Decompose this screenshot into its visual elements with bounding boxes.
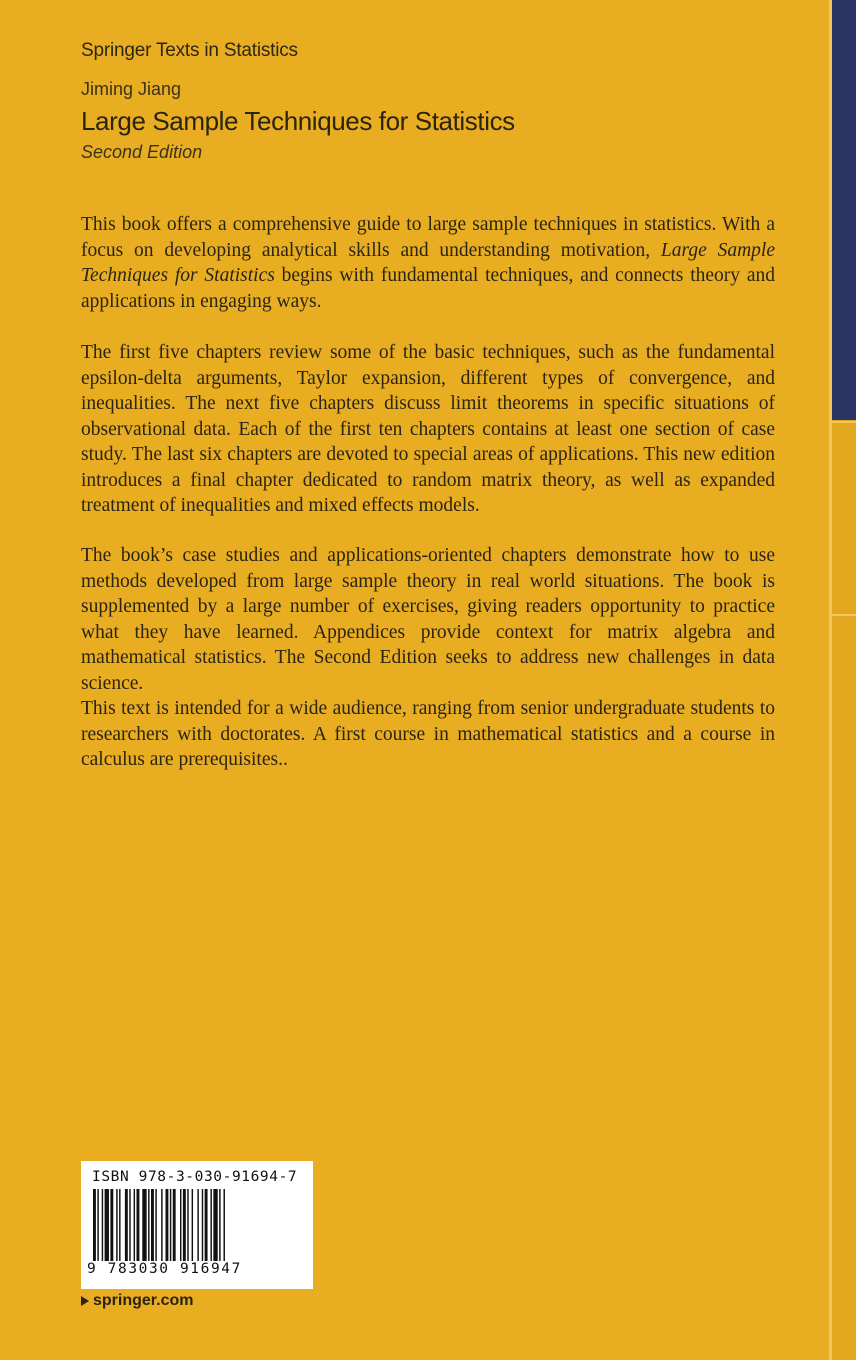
barcode-digits: 9 783030 916947 <box>87 1261 242 1277</box>
spine-divider <box>832 421 856 423</box>
isbn-barcode <box>81 1161 313 1289</box>
author-name: Jiming Jiang <box>81 79 182 99</box>
publisher-website-link[interactable] <box>81 1292 193 1310</box>
blurb-paragraph-4: This text is intended for a wide audience, ranging from senior undergraduate students to researchers with doctorates. A first course in mathematical statistics and a course in calculus are prerequisites.. <box>81 698 775 770</box>
blurb-book-title: Large Sample Techniques for Statistics <box>81 239 775 286</box>
edition-label: Second Edition <box>81 142 203 162</box>
blurb-paragraph-3: The book’s case studies and applications-oriented chapters demonstrate how to use methods developed from large sample theory in real world situations. The book is supplemented by a large number of exercises, giving readers opportunity to practice what they have learned. Appendices provide context for matrix algebra and mathematical statistics. The Second Edition seeks to address new challenges in data science. <box>81 545 775 694</box>
isbn-label: ISBN 978-3-030-91694-7 <box>92 1169 298 1185</box>
blurb-paragraph-2: The first five chapters review some of the basic techniques, such as the fundamental epsilon-delta arguments, Taylor expansion, different types of convergence, and inequalities. The next five chapters discuss limit theorems in specific situations of observational data. Each of the first ten chapters contains at least one section of case study. The last six chapters are devoted to special areas of applications. This new edition introduces a final chapter dedicated to random matrix theory, as well as expanded treatment of inequalities and mixed effects models. <box>81 342 775 516</box>
spine-navy-band <box>832 0 856 420</box>
barcode-bars <box>93 1189 301 1261</box>
triangle-right-icon <box>81 1296 89 1306</box>
book-title: Large Sample Techniques for Statistics <box>81 106 515 136</box>
publisher-url: springer.com <box>93 1292 194 1309</box>
blurb-paragraph-1: This book offers a comprehensive guide to large sample techniques in statistics. With a focus on developing analytical skills and understanding motivation, Large Sample Techniques for Statistics begins with fundamental techniques, and connects theory and applications in engaging ways. <box>81 214 775 312</box>
spine-divider <box>832 614 856 616</box>
series-name: Springer Texts in Statistics <box>81 40 298 61</box>
